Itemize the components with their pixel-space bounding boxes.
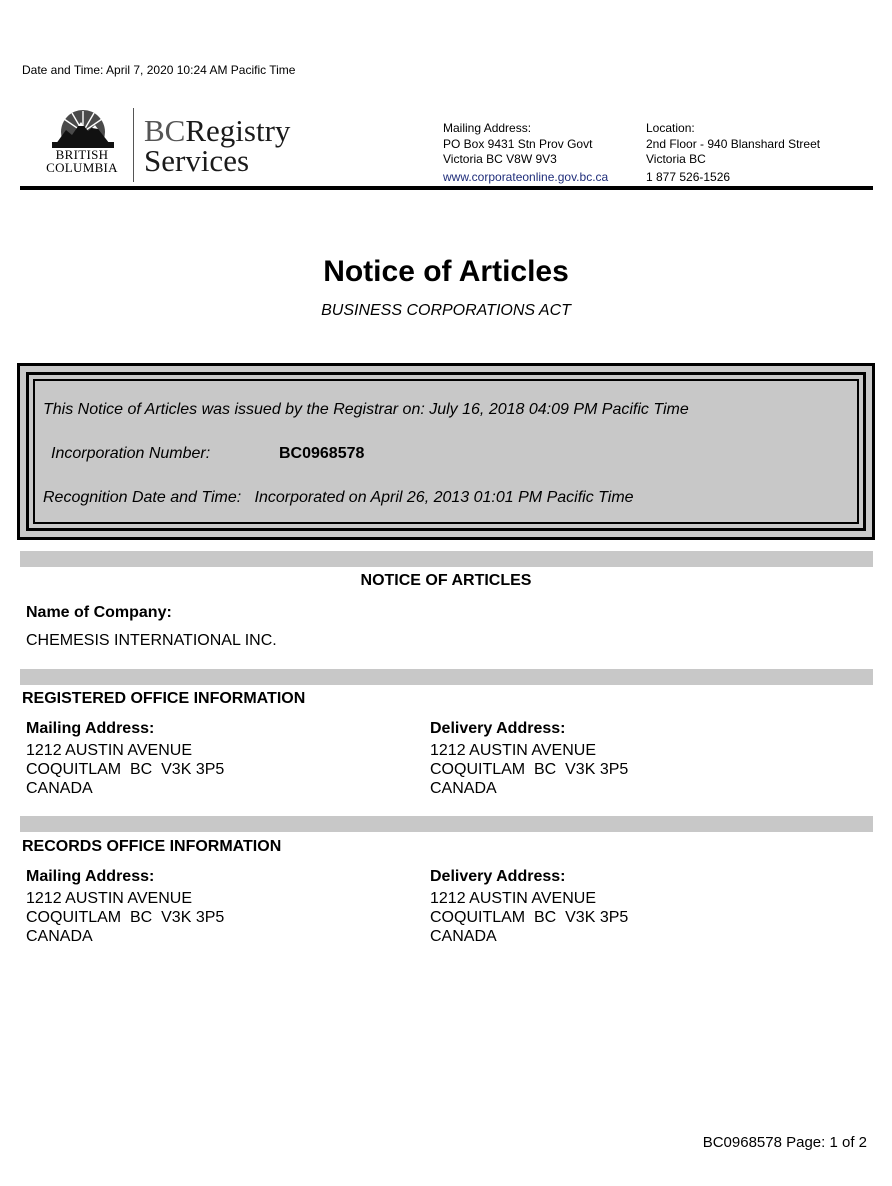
mailing-line1: PO Box 9431 Stn Prov Govt bbox=[443, 136, 593, 151]
company-name: CHEMESIS INTERNATIONAL INC. bbox=[26, 632, 277, 649]
mailing-label: Mailing Address: bbox=[443, 121, 532, 135]
brand-registry: Registry bbox=[185, 113, 291, 148]
incorporation-number: BC0968578 bbox=[279, 445, 365, 462]
records-mailing-label: Mailing Address: bbox=[26, 868, 155, 885]
address-line: 1212 AUSTIN AVENUE bbox=[26, 890, 192, 907]
company-name-label: Name of Company: bbox=[26, 604, 172, 621]
brand-bc: BC bbox=[144, 113, 186, 148]
address-line: COQUITLAM BC V3K 3P5 bbox=[26, 761, 225, 778]
registry-wordmark bbox=[144, 113, 291, 178]
issued-statement: This Notice of Articles was issued by the Registrar on: July 16, 2018 04:09 PM Pacific Time bbox=[43, 401, 689, 418]
records-delivery-address bbox=[430, 889, 628, 946]
mailing-contact bbox=[443, 121, 608, 185]
section-bar bbox=[20, 669, 873, 685]
province-line1: BRITISH bbox=[55, 147, 109, 162]
phone-number: 1 877 526-1526 bbox=[646, 169, 731, 184]
address-line: 1212 AUSTIN AVENUE bbox=[26, 742, 192, 759]
address-line: COQUITLAM BC V3K 3P5 bbox=[26, 909, 225, 926]
address-line: CANADA bbox=[430, 928, 497, 945]
address-line: 1212 AUSTIN AVENUE bbox=[430, 742, 596, 759]
page-number: BC0968578 Page: 1 of 2 bbox=[702, 1134, 867, 1151]
section-bar bbox=[20, 551, 873, 567]
location-contact bbox=[646, 121, 820, 185]
address-line: COQUITLAM BC V3K 3P5 bbox=[430, 909, 629, 926]
header-divider bbox=[20, 186, 873, 190]
corporate-online-link[interactable]: www.corporateonline.gov.bc.ca bbox=[443, 169, 609, 184]
incorporation-number-label: Incorporation Number: bbox=[51, 445, 211, 462]
address-line: CANADA bbox=[430, 780, 497, 797]
registered-delivery-address bbox=[430, 741, 628, 798]
registered-office-heading: REGISTERED OFFICE INFORMATION bbox=[22, 690, 306, 707]
province-wordmark bbox=[40, 148, 124, 174]
registered-mailing-label: Mailing Address: bbox=[26, 720, 155, 737]
print-datetime: Date and Time: April 7, 2020 10:24 AM Pacific Time bbox=[22, 63, 296, 77]
province-line2: COLUMBIA bbox=[46, 160, 118, 175]
registered-mailing-address bbox=[26, 741, 224, 798]
mountain-sun-icon bbox=[52, 108, 114, 148]
location-label: Location: bbox=[646, 121, 695, 135]
notice-section-heading: NOTICE OF ARTICLES bbox=[360, 572, 532, 589]
bc-registry-logo bbox=[40, 108, 310, 184]
address-line: CANADA bbox=[26, 780, 93, 797]
records-delivery-label: Delivery Address: bbox=[430, 868, 566, 885]
address-line: COQUITLAM BC V3K 3P5 bbox=[430, 761, 629, 778]
section-bar bbox=[20, 816, 873, 832]
registered-delivery-label: Delivery Address: bbox=[430, 720, 566, 737]
records-office-heading: RECORDS OFFICE INFORMATION bbox=[22, 838, 282, 855]
brand-services: Services bbox=[144, 143, 250, 178]
address-line: CANADA bbox=[26, 928, 93, 945]
document-subtitle: BUSINESS CORPORATIONS ACT bbox=[321, 302, 571, 319]
document-title: Notice of Articles bbox=[323, 255, 569, 288]
address-line: 1212 AUSTIN AVENUE bbox=[430, 890, 596, 907]
records-mailing-address bbox=[26, 889, 224, 946]
mailing-line2: Victoria BC V8W 9V3 bbox=[443, 152, 557, 166]
logo-divider bbox=[133, 108, 134, 182]
recognition-date: Recognition Date and Time: Incorporated on April 26, 2013 01:01 PM Pacific Time bbox=[43, 489, 634, 506]
location-line2: Victoria BC bbox=[646, 152, 706, 166]
location-line1: 2nd Floor - 940 Blanshard Street bbox=[646, 136, 821, 151]
